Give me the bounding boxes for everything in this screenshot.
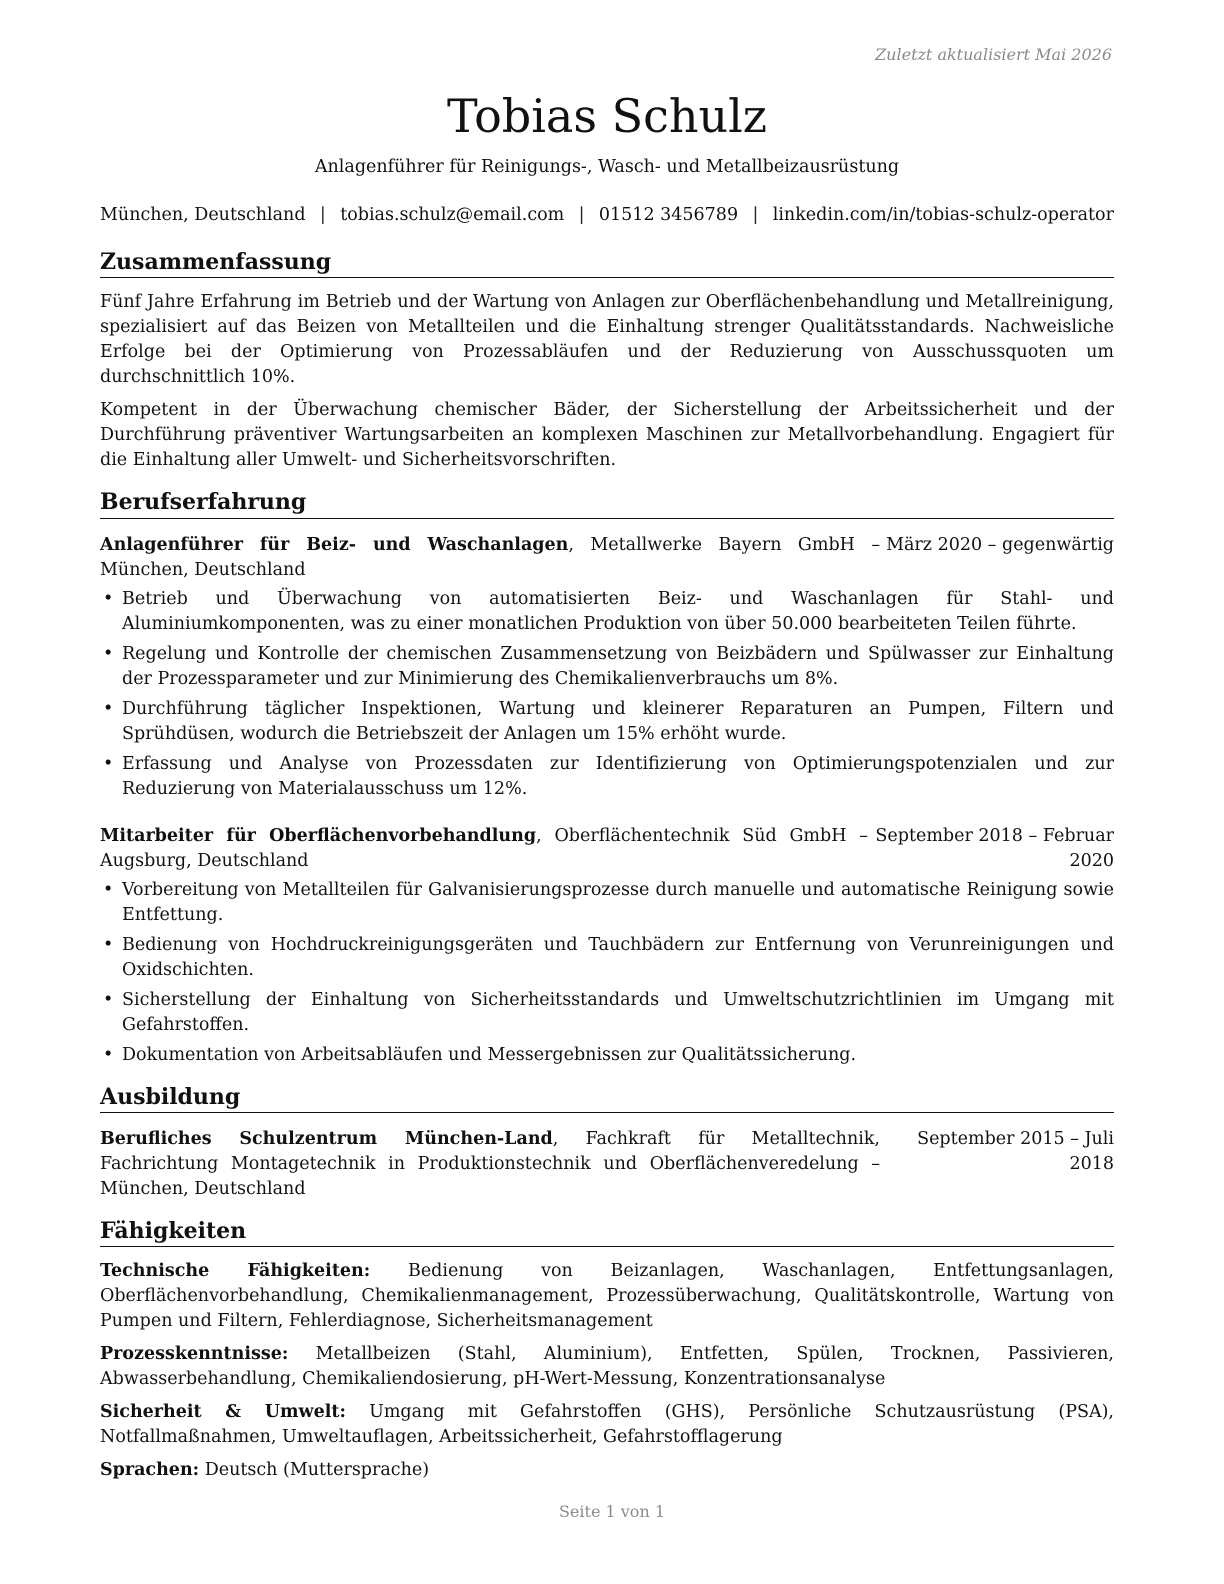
job-dates: März 2020 – gegenwärtig — [886, 534, 1114, 555]
last-updated: Zuletzt aktualisiert Mai 2026 — [875, 45, 1112, 64]
job-bullet: • Bedienung von Hochdruckreinigungsgeräten und Tauchbädern zur Entfernung von Verunreinigungen und Oxidschichten. — [100, 933, 1114, 983]
education-dates: September 2015 – Juli 2018 — [917, 1129, 1114, 1175]
job-entry — [100, 824, 1114, 1068]
job-header — [100, 824, 1114, 874]
skill-text: Deutsch (Muttersprache) — [199, 1460, 430, 1481]
skill-label: Prozesskenntnisse: — [100, 1344, 289, 1365]
job-title: Anlagenführer für Beiz- und Waschanlagen — [100, 534, 569, 555]
job-bullets — [100, 878, 1114, 1068]
section-heading-education: Ausbildung — [100, 1084, 1114, 1113]
job-dates: September 2018 – Februar 2020 — [875, 825, 1114, 871]
contact-separator: | — [752, 204, 759, 225]
experience-section — [100, 489, 1114, 1067]
summary-section — [100, 249, 1114, 473]
skill-text: Bedienung von Beizanlagen, Waschanlagen, Entfettungsanlagen, Oberflächenvorbehandlung, Chemikalienmanagement, Prozessüberwachung, Qualitätskontrolle, Wartung von Pumpen und Filtern, Fehlerdiagnose, Sicherheitsmanagement — [100, 1261, 1114, 1332]
summary-paragraph: Kompetent in der Überwachung chemischer Bäder, der Sicherstellung der Arbeitssicherheit und der Durchführung präventiver Wartungsarbeiten an komplexen Maschinen zur Metallvorbehandlung. Engagiert für die Einhaltung aller Umwelt- und Sicherheitsvorschriften. — [100, 400, 1114, 471]
skill-text: Metallbeizen (Stahl, Aluminium), Entfetten, Spülen, Trocknen, Passivieren, Abwasserbehandlung, Chemikaliendosierung, pH-Wert-Messung, Konzentrationsanalyse — [100, 1344, 1114, 1390]
contact-phone: 01512 3456789 — [598, 204, 739, 225]
contact-location: München, Deutschland — [100, 204, 306, 225]
job-bullet: • Vorbereitung von Metallteilen für Galvanisierungsprozesse durch manuelle und automatische Reinigung sowie Entfettung. — [100, 878, 1114, 928]
skill-label: Sprachen: — [100, 1460, 200, 1481]
education-section — [100, 1084, 1114, 1202]
section-heading-experience: Berufserfahrung — [100, 489, 1114, 518]
job-title: Anlagenführer für Reinigungs-, Wasch- und Metallbeizausrüstung — [314, 156, 900, 177]
job-title: Mitarbeiter für Oberflächenvorbehandlung — [100, 825, 537, 846]
job-entry — [100, 533, 1114, 802]
job-bullets — [100, 587, 1114, 802]
job-bullet: • Regelung und Kontrolle der chemischen Zusammensetzung von Beizbädern und Spülwasser zur Einhaltung der Prozessparameter und zur Minimierung des Chemikalienverbrauchs um 8%. — [100, 642, 1114, 692]
contact-line — [100, 205, 1114, 225]
section-heading-skills: Fähigkeiten — [100, 1218, 1114, 1247]
job-bullet: • Sicherstellung der Einhaltung von Sicherheitsstandards und Umweltschutzrichtlinien im Umgang mit Gefahrstoffen. — [100, 988, 1114, 1038]
job-header — [100, 533, 1114, 583]
contact-linkedin[interactable]: linkedin.com/in/tobias-schulz-operator — [772, 204, 1114, 225]
contact-separator: | — [578, 204, 585, 225]
page-number: Seite 1 von 1 — [558, 1502, 666, 1521]
education-entry — [100, 1127, 1114, 1202]
skill-text: Umgang mit Gefahrstoffen (GHS), Persönliche Schutzausrüstung (PSA), Notfallmaßnahmen, Umweltauflagen, Arbeitssicherheit, Gefahrstofflagerung — [100, 1402, 1114, 1448]
summary-paragraph: Fünf Jahre Erfahrung im Betrieb und der Wartung von Anlagen zur Oberflächenbehandlung und Metallreinigung, spezialisiert auf das Beizen von Metallteilen und die Einhaltung strenger Qualitätsstandards. Nachweisliche Erfolge bei der Optimierung von Prozessabläufen und der Reduzierung von Ausschussquoten um durchschnittlich 10%. — [100, 292, 1114, 388]
job-bullet: • Betrieb und Überwachung von automatisierten Beiz- und Waschanlagen für Stahl- und Aluminiumkomponenten, was zu einer monatlichen Produktion von über 50.000 bearbeiteten Teilen führte. — [100, 587, 1114, 637]
skill-label: Sicherheit & Umwelt: — [100, 1402, 346, 1423]
skill-label: Technische Fähigkeiten: — [100, 1261, 371, 1282]
job-company: , Metallwerke Bayern GmbH – München, Deutschland — [100, 534, 881, 580]
skill-group — [100, 1458, 1114, 1483]
contact-email[interactable]: tobias.schulz@email.com — [340, 204, 565, 225]
section-heading-summary: Zusammenfassung — [100, 249, 1114, 278]
skill-group — [100, 1400, 1114, 1450]
contact-separator: | — [319, 204, 326, 225]
skill-group — [100, 1342, 1114, 1392]
skill-group — [100, 1259, 1114, 1334]
education-details: , Fachkraft für Metalltechnik, Fachrichtung Montagetechnik in Produktionstechnik und Oberflächenveredelung – München, Deutschland — [100, 1129, 880, 1200]
job-company: , Oberflächentechnik Süd GmbH – Augsburg, Deutschland — [100, 825, 868, 871]
job-bullet: • Dokumentation von Arbeitsabläufen und Messergebnissen zur Qualitätssicherung. — [100, 1043, 1114, 1068]
education-school: Berufliches Schulzentrum München-Land — [100, 1129, 553, 1150]
skills-section — [100, 1218, 1114, 1483]
job-bullet: • Durchführung täglicher Inspektionen, Wartung und kleinerer Reparaturen an Pumpen, Filtern und Sprühdüsen, wodurch die Betriebszeit der Anlagen um 15% erhöht wurde. — [100, 697, 1114, 747]
candidate-name: Tobias Schulz — [446, 89, 768, 143]
job-bullet: • Erfassung und Analyse von Prozessdaten zur Identifizierung von Optimierungspotenzialen und zur Reduzierung von Materialausschuss um 12%. — [100, 752, 1114, 802]
